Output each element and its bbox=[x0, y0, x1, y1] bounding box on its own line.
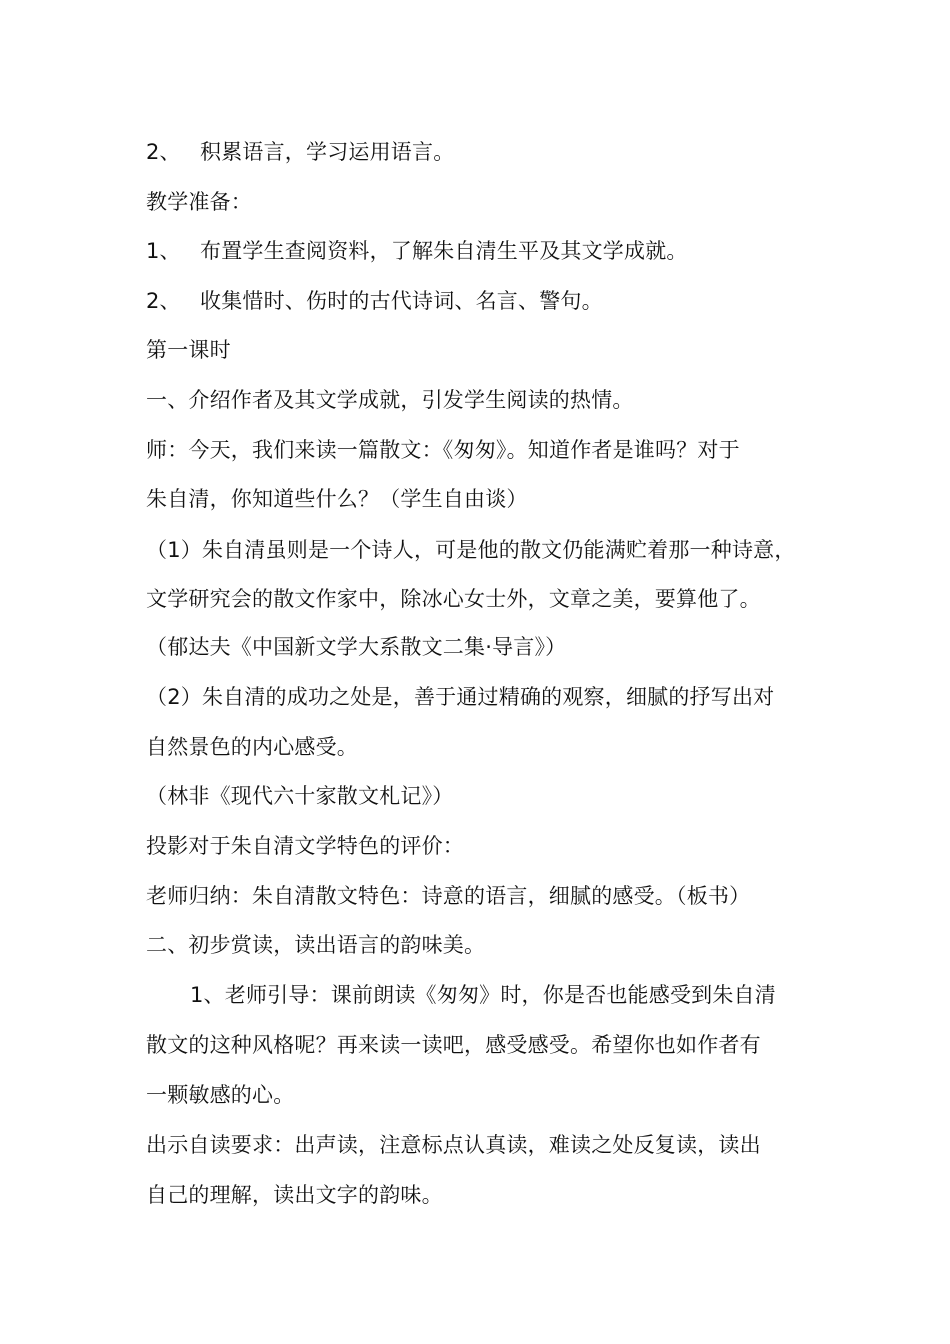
line-text: （1）朱自清虽则是一个诗人，可是他的散文仍能满贮着那一种诗意， bbox=[146, 538, 796, 562]
text-line bbox=[146, 435, 740, 465]
section-heading bbox=[146, 385, 634, 415]
line-text: 散文的这种风格呢？再来读一读吧，感受感受。希望你也如作者有 bbox=[146, 1033, 761, 1057]
line-text: 1、老师引导：课前朗读《匆匆》时，你是否也能感受到朱自清 bbox=[190, 983, 776, 1007]
text-line bbox=[146, 137, 454, 167]
section-heading bbox=[146, 930, 485, 960]
line-text: 老师归纳：朱自清散文特色：诗意的语言，细腻的感受。（板书） bbox=[146, 884, 751, 908]
section-heading bbox=[146, 335, 231, 365]
text-line bbox=[146, 1180, 443, 1210]
line-text: （林非《现代六十家散文札记》） bbox=[146, 784, 454, 808]
line-text: 二、初步赏读，读出语言的韵味美。 bbox=[146, 933, 486, 957]
line-text: 一、介绍作者及其文学成就，引发学生阅读的热情。 bbox=[146, 388, 634, 412]
text-line bbox=[146, 682, 774, 712]
text-line bbox=[146, 881, 750, 911]
list-number: 2、 bbox=[146, 140, 181, 164]
list-number: 1、 bbox=[146, 239, 181, 263]
line-text: 积累语言，学习运用语言。 bbox=[200, 140, 455, 164]
citation-line bbox=[146, 781, 454, 811]
list-number: 2、 bbox=[146, 289, 181, 313]
text-line bbox=[146, 484, 528, 514]
line-text: 收集惜时、伤时的古代诗词、名言、警句。 bbox=[200, 289, 603, 313]
text-line bbox=[146, 1130, 761, 1160]
line-text: 自然景色的内心感受。 bbox=[146, 735, 358, 759]
text-line bbox=[146, 535, 796, 565]
text-line bbox=[146, 584, 761, 614]
text-line bbox=[146, 831, 464, 861]
line-text: 投影对于朱自清文学特色的评价： bbox=[146, 834, 464, 858]
line-text: （2）朱自清的成功之处是，善于通过精确的观察，细腻的抒写出对 bbox=[146, 685, 775, 709]
text-line bbox=[146, 732, 358, 762]
section-heading bbox=[146, 187, 252, 217]
text-line bbox=[146, 286, 603, 316]
line-text: 第一课时 bbox=[146, 338, 231, 362]
line-text: 自己的理解，读出文字的韵味。 bbox=[146, 1183, 443, 1207]
text-line bbox=[146, 1030, 761, 1060]
citation-line bbox=[146, 632, 566, 662]
line-text: 朱自清，你知道些什么？（学生自由谈） bbox=[146, 487, 528, 511]
line-text: 布置学生查阅资料，了解朱自清生平及其文学成就。 bbox=[200, 239, 688, 263]
text-line bbox=[146, 236, 688, 266]
line-text: 师：今天，我们来读一篇散文：《匆匆》。知道作者是谁吗？对于 bbox=[146, 438, 740, 462]
line-text: 一颗敏感的心。 bbox=[146, 1083, 295, 1107]
line-text: （郁达夫《中国新文学大系散文二集·导言》） bbox=[146, 635, 567, 659]
line-text: 出示自读要求：出声读，注意标点认真读，难读之处反复读，读出 bbox=[146, 1133, 761, 1157]
line-text: 教学准备： bbox=[146, 190, 252, 214]
text-line bbox=[146, 1080, 294, 1110]
line-text: 文学研究会的散文作家中，除冰心女士外，文章之美，要算他了。 bbox=[146, 587, 761, 611]
text-line bbox=[190, 980, 776, 1010]
